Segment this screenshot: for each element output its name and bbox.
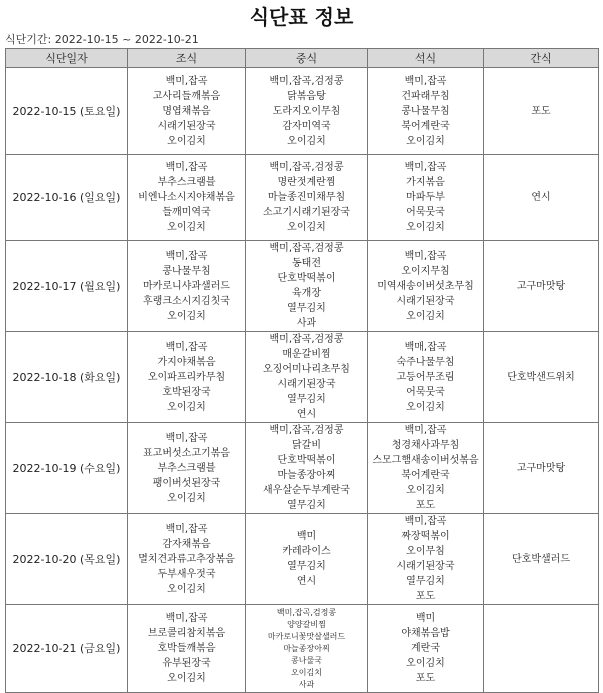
- meal-date: 2022-10-20 (목요일): [6, 514, 128, 605]
- menu-item: 콩나물무침: [162, 265, 211, 277]
- menu-item: 멸치견과류고추장볶음: [138, 553, 235, 565]
- menu-item: 닭볶음탕: [287, 90, 326, 102]
- menu-item: 열무김치: [406, 576, 445, 587]
- meal-cell-breakfast: [128, 332, 246, 423]
- menu-item: 백미: [415, 613, 436, 624]
- meal-cell-breakfast: [128, 605, 246, 693]
- menu-item: 건파래무침: [401, 90, 450, 102]
- table-row: [6, 155, 599, 241]
- table-row: [6, 605, 599, 693]
- meal-cell-breakfast: [128, 241, 246, 332]
- menu-item: 백매,잡곡: [404, 341, 447, 353]
- menu-period: 식단기간: 2022-10-15 ~ 2022-10-21: [5, 33, 199, 46]
- menu-item: 마늘종진미채무침: [267, 192, 346, 203]
- menu-item: 열무김치: [287, 500, 326, 511]
- menu-item: 백미,잡곡: [404, 75, 447, 87]
- menu-item: 마늘종장아찌: [277, 470, 336, 481]
- meal-date: 2022-10-19 (수요일): [6, 423, 128, 514]
- menu-item: 마파두부: [406, 192, 445, 203]
- meal-date: 2022-10-15 (토요일): [6, 68, 128, 155]
- menu-item: 두부새우젓국: [157, 568, 216, 580]
- menu-item: 오이김치: [287, 135, 326, 147]
- menu-item: 호박들깨볶음: [157, 643, 216, 654]
- menu-item: 오이파프리카무침: [147, 371, 226, 383]
- meal-cell-lunch: [246, 155, 368, 241]
- menu-item: 오이김치: [167, 583, 206, 595]
- menu-item: 백미,잡곡,검정콩: [276, 607, 337, 617]
- menu-item: 연시: [296, 576, 317, 587]
- menu-item: 숙주나물무침: [396, 356, 455, 368]
- menu-item: 단호박샌드위치: [507, 371, 575, 383]
- header-dinner: 석식: [368, 49, 484, 68]
- menu-item: 어묵뭇국: [406, 207, 445, 218]
- menu-item: 백미,잡곡: [165, 162, 208, 173]
- menu-item: 열무김치: [287, 561, 326, 572]
- menu-item: 연시: [296, 409, 317, 420]
- menu-item: 백미,잡곡,검정콩: [269, 75, 344, 87]
- menu-item: 오이김치: [291, 667, 322, 677]
- menu-item: 포도: [415, 673, 436, 684]
- meal-date: 2022-10-18 (화요일): [6, 332, 128, 423]
- menu-item: 부추스크램블: [157, 462, 216, 474]
- menu-item: 백미,잡곡,검정콩: [269, 425, 344, 436]
- meal-cell-snack: [484, 514, 599, 605]
- meal-cell-lunch: [246, 514, 368, 605]
- header-breakfast: 조식: [128, 49, 246, 68]
- menu-item: 오이김치: [287, 222, 326, 233]
- menu-item: 연시: [531, 192, 551, 203]
- page-title: 식단표 정보: [249, 5, 354, 29]
- header-snack: 간식: [484, 49, 599, 68]
- menu-item: 사과: [298, 679, 315, 689]
- meal-cell-snack: [484, 241, 599, 332]
- meal-cell-snack: [484, 332, 599, 423]
- menu-item: 브로콜리참치볶음: [147, 628, 226, 639]
- menu-item: 포도: [415, 500, 436, 511]
- menu-item: 소고기시래기된장국: [263, 207, 350, 218]
- meal-cell-lunch: [246, 332, 368, 423]
- table-row: [6, 68, 599, 155]
- meal-cell-snack: [484, 68, 599, 155]
- menu-item: 계란국: [411, 643, 440, 654]
- menu-item: 단호박샐러드: [512, 553, 570, 565]
- menu-item: 가지야채볶음: [157, 356, 216, 368]
- meal-table-body: [6, 68, 599, 693]
- meal-cell-breakfast: [128, 68, 246, 155]
- menu-item: 열무김치: [287, 303, 326, 314]
- menu-item: 카레라이스: [282, 546, 331, 557]
- meal-cell-lunch: [246, 241, 368, 332]
- menu-item: 백미,잡곡: [404, 250, 447, 262]
- table-row: [6, 241, 599, 332]
- menu-item: 마늘종장아찌: [283, 643, 330, 653]
- menu-item: 유부된장국: [162, 658, 211, 669]
- table-row: [6, 514, 599, 605]
- menu-item: 새우살순두부계란국: [263, 485, 350, 496]
- menu-item: 시래기된장국: [277, 379, 336, 390]
- menu-item: 어묵뭇국: [406, 386, 445, 398]
- meal-date: 2022-10-21 (금요일): [6, 605, 128, 693]
- menu-item: 단호박떡볶이: [277, 273, 336, 284]
- meal-date: 2022-10-16 (일요일): [6, 155, 128, 241]
- table-row: [6, 332, 599, 423]
- menu-item: 콩나물무침: [401, 105, 450, 117]
- menu-item: 감자미역국: [282, 120, 331, 132]
- menu-item: 오이김치: [406, 222, 445, 233]
- menu-item: 고구마맛탕: [516, 280, 566, 292]
- menu-item: 오이김치: [167, 310, 206, 322]
- menu-item: 오이김치: [406, 401, 445, 413]
- meal-table: [5, 48, 599, 693]
- menu-item: 후랭크소시지김칫국: [143, 295, 230, 307]
- table-header-row: [6, 49, 599, 68]
- menu-item: 시래기된장국: [396, 561, 455, 572]
- menu-item: 백미,잡곡,검정콩: [269, 243, 344, 254]
- menu-item: 오이무침: [406, 546, 445, 557]
- meal-cell-dinner: [368, 332, 484, 423]
- menu-item: 오이김치: [167, 222, 206, 233]
- menu-item: 백미: [296, 531, 317, 542]
- meal-cell-dinner: [368, 423, 484, 514]
- menu-item: 양양갈비찜: [287, 619, 326, 629]
- menu-item: 비엔나소시지야채볶음: [138, 192, 235, 203]
- meal-cell-lunch: [246, 605, 368, 693]
- menu-item: 스모그햄새송이버섯볶음: [372, 455, 479, 466]
- menu-item: 시래기된장국: [157, 120, 216, 132]
- meal-cell-lunch: [246, 423, 368, 514]
- menu-item: 팽이버섯된장국: [152, 477, 221, 489]
- menu-item: 오이김치: [167, 135, 206, 147]
- menu-item: 북어계란국: [401, 120, 450, 132]
- menu-item: 동태전: [292, 258, 321, 269]
- menu-item: 명엽채볶음: [162, 105, 211, 117]
- meal-date: 2022-10-17 (월요일): [6, 241, 128, 332]
- menu-item: 미역새송이버섯초무침: [377, 280, 474, 292]
- menu-item: 백미,잡곡,검정콩: [269, 334, 344, 345]
- meal-cell-dinner: [368, 514, 484, 605]
- menu-item: 짜장떡볶이: [401, 531, 450, 542]
- menu-item: 단호박떡볶이: [277, 455, 336, 466]
- menu-item: 마카로니꽃맛살샐러드: [267, 631, 346, 641]
- menu-item: 콩나물국: [291, 655, 322, 665]
- menu-item: 표고버섯소고기볶음: [143, 447, 230, 459]
- menu-item: 시래기된장국: [396, 295, 455, 307]
- menu-item: 고사리들깨볶음: [152, 90, 221, 102]
- meal-cell-lunch: [246, 68, 368, 155]
- menu-item: 도라지오이무침: [272, 105, 341, 117]
- menu-item: 명란젓계란찜: [277, 177, 336, 188]
- menu-item: 포도: [415, 591, 436, 602]
- menu-item: 오이김치: [406, 310, 445, 322]
- menu-item: 오징어미나리초무침: [263, 364, 350, 375]
- menu-item: 가지볶음: [406, 177, 445, 188]
- menu-item: 고구마맛탕: [516, 462, 566, 474]
- table-row: [6, 423, 599, 514]
- meal-cell-breakfast: [128, 514, 246, 605]
- menu-item: 백미,잡곡: [404, 516, 447, 527]
- menu-item: 감자채볶음: [162, 538, 211, 550]
- menu-item: 백미,잡곡: [165, 613, 208, 624]
- menu-item: 오이지무침: [401, 265, 450, 277]
- menu-item: 들깨미역국: [162, 207, 211, 218]
- menu-item: 마카로니샤과샐러드: [143, 280, 230, 292]
- meal-cell-dinner: [368, 241, 484, 332]
- menu-item: 백미,잡곡: [165, 75, 208, 87]
- menu-item: 고등어무조림: [396, 371, 455, 383]
- menu-item: 오이김치: [406, 135, 445, 147]
- menu-item: 청경채사과무침: [391, 440, 460, 451]
- menu-item: 닭갈비: [292, 440, 321, 451]
- meal-cell-dinner: [368, 605, 484, 693]
- meal-cell-breakfast: [128, 155, 246, 241]
- header-lunch: 중식: [246, 49, 368, 68]
- menu-item: 열무김치: [287, 394, 326, 405]
- meal-cell-snack: [484, 423, 599, 514]
- menu-item: 매운갈비찜: [282, 349, 331, 360]
- menu-item: 오이김치: [167, 673, 206, 684]
- menu-item: 북어계란국: [401, 470, 450, 481]
- menu-item: 백미,잡곡: [404, 162, 447, 173]
- menu-item: 백미,잡곡: [165, 432, 208, 444]
- menu-item: 오이김치: [406, 658, 445, 669]
- menu-item: 백미,잡곡: [165, 341, 208, 353]
- menu-item: 오이김치: [406, 485, 445, 496]
- menu-item: 백미,잡곡,검정콩: [269, 162, 344, 173]
- menu-item: 야채볶음밥: [401, 628, 450, 639]
- menu-item: 부추스크램블: [157, 177, 216, 188]
- menu-item: 백미,잡곡: [404, 425, 447, 436]
- meal-cell-snack: [484, 155, 599, 241]
- header-date: 식단일자: [6, 49, 128, 68]
- menu-item: 호박된장국: [162, 386, 211, 398]
- menu-item: 포도: [531, 105, 551, 117]
- menu-item: 오이김치: [167, 492, 206, 504]
- menu-item: 백미,잡곡: [165, 250, 208, 262]
- menu-item: 백미,잡곡: [165, 523, 208, 535]
- meal-cell-dinner: [368, 155, 484, 241]
- meal-cell-breakfast: [128, 423, 246, 514]
- meal-cell-dinner: [368, 68, 484, 155]
- menu-item: 육개장: [292, 288, 321, 299]
- meal-cell-snack: [484, 605, 599, 693]
- menu-item: 사과: [296, 318, 317, 329]
- menu-item: 오이김치: [167, 401, 206, 413]
